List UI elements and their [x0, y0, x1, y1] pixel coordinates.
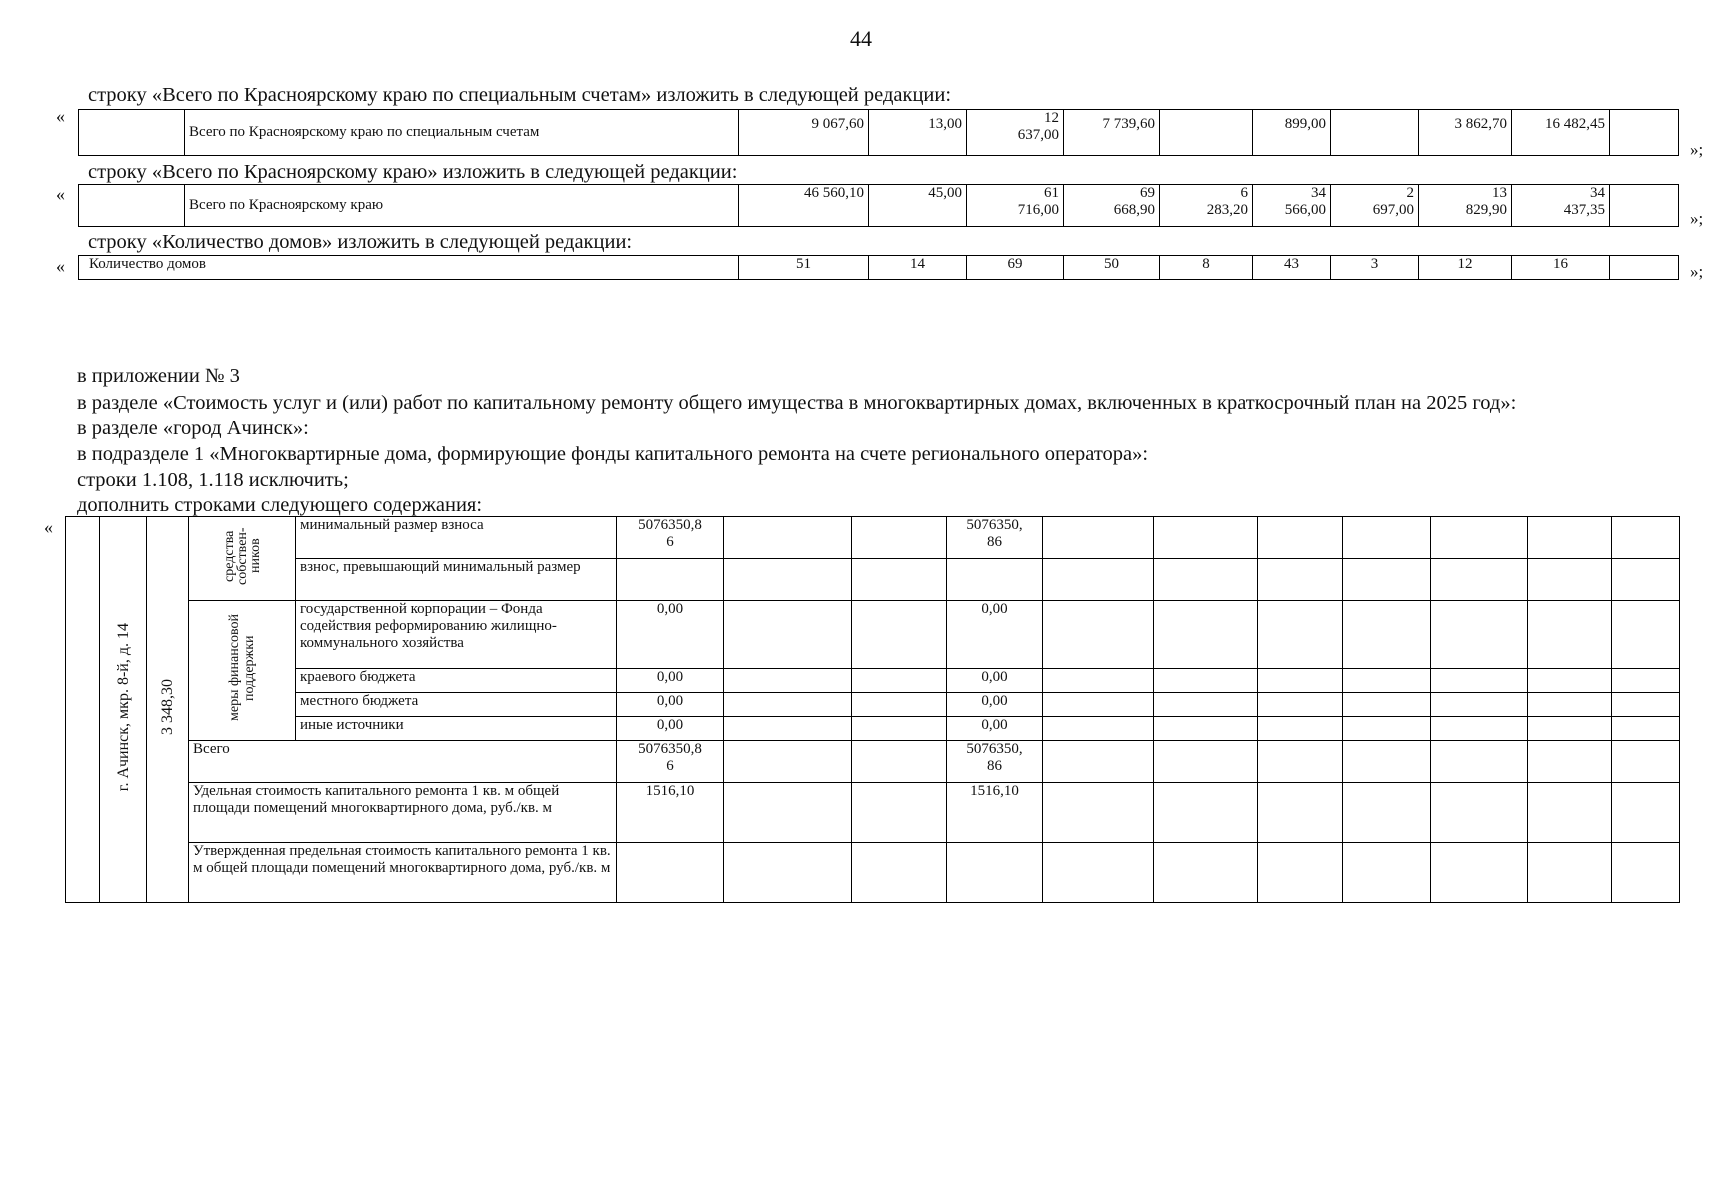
table-special-accounts [78, 109, 1679, 156]
group-label: средства собствен-ников [221, 527, 263, 585]
cell-part: 437,35 [1563, 202, 1605, 218]
cell: 0,00 [947, 601, 1043, 669]
cell: 0,00 [617, 601, 724, 669]
address: г. Ачинск, мкр. 8-й, д. 14 [114, 622, 132, 792]
table-row [79, 185, 1679, 227]
table-row [66, 741, 1680, 783]
table-row [66, 783, 1680, 843]
quote-close: »; [1690, 209, 1704, 228]
cell [1331, 110, 1419, 156]
cell-part: 86 [987, 534, 1002, 550]
cell-part: 637,00 [1017, 127, 1059, 143]
paragraph: в разделе «город Ачинск»: [77, 417, 309, 439]
cell: 45,00 [869, 185, 967, 227]
table-row [66, 843, 1680, 903]
cell: 1516,10 [617, 783, 724, 843]
address-cell [100, 517, 147, 903]
paragraph: дополнить строками следующего содержания: [77, 494, 483, 516]
cell-part: 12 [1044, 110, 1059, 126]
cell-part: 5076350, [966, 517, 1023, 533]
cell: 12 [1419, 256, 1512, 280]
cell [967, 110, 1064, 156]
cell-part: 6 [666, 758, 674, 774]
cell-part: 69 [1140, 185, 1155, 201]
cell [1610, 110, 1679, 156]
cell [947, 517, 1043, 559]
cell [1610, 256, 1679, 280]
row-label: минимальный размер взноса [296, 517, 617, 559]
cell: 8 [1160, 256, 1253, 280]
cell [1064, 185, 1160, 227]
quote-open: « [56, 106, 65, 126]
table-row [66, 669, 1680, 693]
cell [1160, 110, 1253, 156]
cell-part: 6 [1240, 185, 1248, 201]
row-label: местного бюджета [296, 693, 617, 717]
group-owner-funds [189, 517, 296, 601]
cell [1253, 185, 1331, 227]
table-row [79, 256, 1679, 280]
table-row [66, 559, 1680, 601]
quote-close: »; [1690, 262, 1704, 281]
cell [1331, 185, 1419, 227]
row-label: Количество домов [79, 256, 739, 280]
quote-open: « [44, 517, 53, 537]
row-label: Всего по Красноярскому краю по специальным счетам [185, 110, 739, 156]
cell: 3 [1331, 256, 1419, 280]
cell-part: 5076350,8 [638, 741, 702, 757]
block1-intro: строку «Всего по Красноярскому краю по специальным счетам» изложить в следующей редакции: [88, 84, 952, 106]
row-label: Всего по Красноярскому краю [185, 185, 739, 227]
cell-part: 86 [987, 758, 1002, 774]
table-region-total [78, 184, 1679, 227]
table-row [66, 693, 1680, 717]
paragraph: в подразделе 1 «Многоквартирные дома, формирующие фонды капитального ремонта на счете регионального оператора»: [77, 443, 1149, 465]
group-label: меры финансовой поддержки [227, 614, 257, 722]
row-label: Утвержденная предельная стоимость капитального ремонта 1 кв. м общей площади помещений многоквартирного дома, руб./кв. м [189, 843, 617, 903]
cell: 16 482,45 [1512, 110, 1610, 156]
table-house-count [78, 255, 1679, 280]
cell [947, 741, 1043, 783]
cell-part: 283,20 [1206, 202, 1248, 218]
paragraph: в разделе «Стоимость услуг и (или) работ по капитальному ремонту общего имущества в многоквартирных домах, включенных в краткосрочный план на 2025 год»: [77, 392, 1517, 414]
cell [967, 185, 1064, 227]
table-row [66, 517, 1680, 559]
cell: 3 862,70 [1419, 110, 1512, 156]
paragraph: в приложении № 3 [77, 365, 240, 387]
cell: 0,00 [617, 693, 724, 717]
row-label: государственной корпорации – Фонда содействия реформированию жилищно-коммунального хозяйства [296, 601, 617, 669]
cell: 51 [739, 256, 869, 280]
row-label: краевого бюджета [296, 669, 617, 693]
cell-part: 34 [1590, 185, 1605, 201]
cell-part: 2 [1406, 185, 1414, 201]
cell [617, 741, 724, 783]
cell: 14 [869, 256, 967, 280]
cell-part: 5076350, [966, 741, 1023, 757]
cell-part: 566,00 [1284, 202, 1326, 218]
cell-part: 829,90 [1465, 202, 1507, 218]
cell: 9 067,60 [739, 110, 869, 156]
cell: 13,00 [869, 110, 967, 156]
cell [1160, 185, 1253, 227]
group-financial-support [189, 601, 296, 741]
cell: 0,00 [947, 693, 1043, 717]
cell: 46 560,10 [739, 185, 869, 227]
cell-part: 716,00 [1017, 202, 1059, 218]
table-row [66, 717, 1680, 741]
cell: 0,00 [947, 717, 1043, 741]
table-row [79, 110, 1679, 156]
row-label: Всего [189, 741, 617, 783]
table-achinsk [65, 516, 1680, 903]
cell: 0,00 [947, 669, 1043, 693]
cell [1419, 185, 1512, 227]
cell: 899,00 [1253, 110, 1331, 156]
cell: 69 [967, 256, 1064, 280]
cell [1610, 185, 1679, 227]
quote-close: »; [1690, 140, 1704, 159]
table-row [66, 601, 1680, 669]
cell-part: 13 [1492, 185, 1507, 201]
cell: 1516,10 [947, 783, 1043, 843]
row-label: взнос, превышающий минимальный размер [296, 559, 617, 601]
quote-open: « [56, 184, 65, 204]
cell-part: 668,90 [1113, 202, 1155, 218]
block3-intro: строку «Количество домов» изложить в следующей редакции: [88, 231, 633, 253]
row-label: Удельная стоимость капитального ремонта 1 кв. м общей площади помещений многоквартирного дома, руб./кв. м [189, 783, 617, 843]
area-cell [147, 517, 189, 903]
cell: 0,00 [617, 669, 724, 693]
cell: 7 739,60 [1064, 110, 1160, 156]
cell-part: 61 [1044, 185, 1059, 201]
page-number: 44 [850, 26, 872, 51]
cell: 0,00 [617, 717, 724, 741]
row-label: иные источники [296, 717, 617, 741]
cell: 43 [1253, 256, 1331, 280]
paragraph: строки 1.108, 1.118 исключить; [77, 469, 349, 491]
cell: 50 [1064, 256, 1160, 280]
cell-part: 697,00 [1372, 202, 1414, 218]
cell [617, 517, 724, 559]
cell: 16 [1512, 256, 1610, 280]
block2-intro: строку «Всего по Красноярскому краю» изложить в следующей редакции: [88, 161, 738, 183]
quote-open: « [56, 256, 65, 276]
area: 3 348,30 [159, 679, 176, 735]
cell-part: 6 [666, 534, 674, 550]
cell [1512, 185, 1610, 227]
cell-part: 34 [1311, 185, 1326, 201]
cell-part: 5076350,8 [638, 517, 702, 533]
cell [66, 517, 100, 903]
